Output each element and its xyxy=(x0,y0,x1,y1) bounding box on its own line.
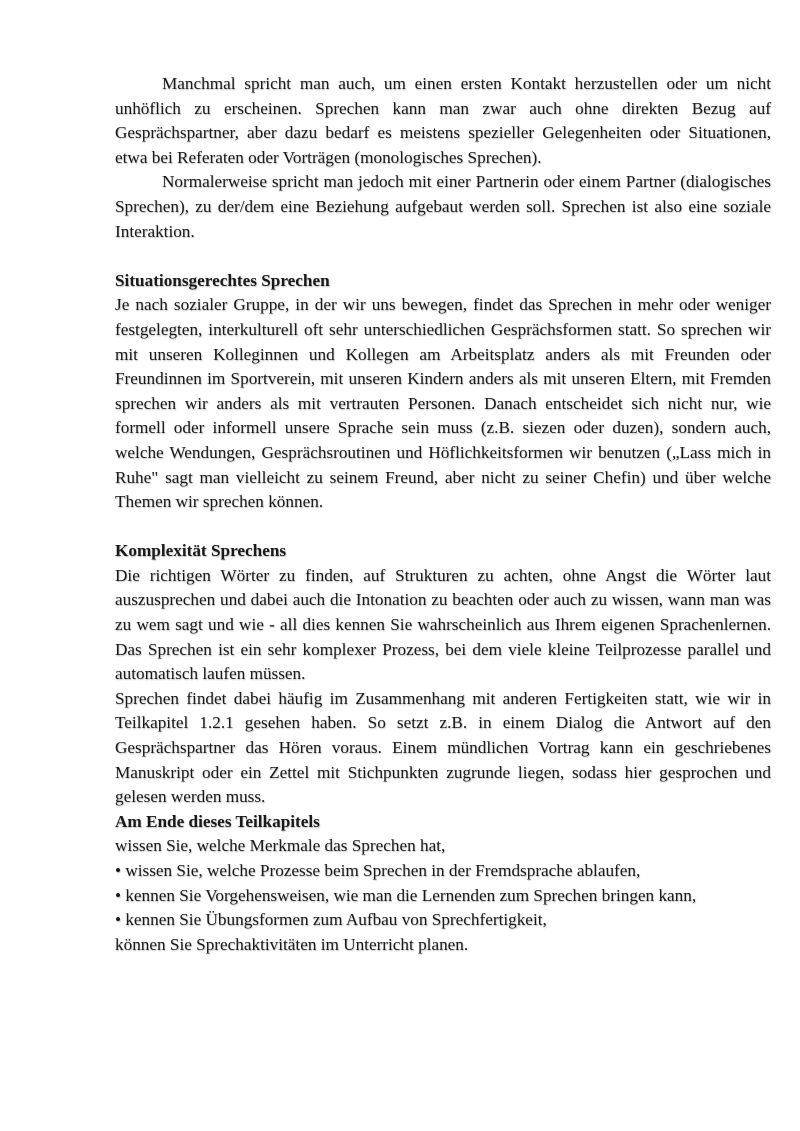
section-heading-komplexitaet-sprechens: Komplexität Sprechens xyxy=(115,541,287,561)
spacer xyxy=(115,515,771,540)
list-item: • wissen Sie, welche Prozesse beim Sprechen in der Fremdsprache ablaufen, xyxy=(115,861,641,880)
spacer xyxy=(115,244,771,269)
list-item: • kennen Sie Übungsformen zum Aufbau von Sprechfertigkeit, xyxy=(115,910,547,930)
document-page xyxy=(115,72,771,957)
section-paragraph-situationsgerechtes-sprechen: Je nach sozialer Gruppe, in der wir uns bewegen, findet das Sprechen in mehr oder weniger festgelegten, interkulturell oft sehr unterschiedlichen Gesprächsformen statt. So sprechen wir mit unseren Kolleginnen und Kollegen am Arbeitsplatz anders als mit Freunden oder Freundinnen im Sportverein, mit unseren Kindern anders als mit unseren Eltern, mit Fremden sprechen wir anders als mit vertrauten Personen. Danach entscheidet sich nicht nur, wie formell oder informell unsere Sprache sein muss (z.B. siezen oder duzen), sondern auch, welche Wendungen, Gesprächsroutinen und Höflichkeitsformen wir benutzen („Lass mich in Ruhe" sagt man vielleicht zu seinem Freund, aber nicht zu seiner Chefin) und über welche Themen wir sprechen können. xyxy=(115,295,771,512)
list-item: wissen Sie, welche Merkmale das Sprechen hat, xyxy=(115,836,446,856)
intro-paragraph-1: Manchmal spricht man auch, um einen ersten Kontakt herzustellen oder um nicht unhöflich zu erscheinen. Sprechen kann man zwar auch ohne direkten Bezug auf Gesprächspartner, aber dazu bedarf es meistens spezieller Gelegenheiten oder Situationen, etwa bei Referaten oder Vorträgen (monologisches Sprechen). xyxy=(115,74,771,167)
section-paragraph-komplexitaet-1: Die richtigen Wörter zu finden, auf Strukturen zu achten, ohne Angst die Wörter laut auszusprechen und dabei auch die Intonation zu beachten oder auch zu wissen, wann man was zu wem sagt und wie - all dies kennen Sie wahrscheinlich aus Ihrem eigenen Sprachenlernen. Das Sprechen ist ein sehr komplexer Prozess, bei dem viele kleine Teilprozesse parallel und automatisch laufen müssen. xyxy=(115,565,771,684)
section-heading-situationsgerechtes-sprechen: Situationsgerechtes Sprechen xyxy=(115,270,330,290)
intro-paragraph-2: Normalerweise spricht man jedoch mit einer Partnerin oder einem Partner (dialogisches Sprechen), zu der/dem eine Beziehung aufgebaut werden soll. Sprechen ist also eine soziale Interaktion. xyxy=(115,172,771,241)
list-item: • kennen Sie Vorgehensweisen, wie man die Lernenden zum Sprechen bringen kann, xyxy=(115,885,697,905)
list-item: können Sie Sprechaktivitäten im Unterricht planen. xyxy=(115,934,469,954)
section-heading-am-ende: Am Ende dieses Teilkapitels xyxy=(115,811,320,831)
section-paragraph-komplexitaet-2: Sprechen findet dabei häufig im Zusammenhang mit anderen Fertigkeiten statt, wie wir in Teilkapitel 1.2.1 gesehen haben. So setzt z.B. in einem Dialog die Antwort auf den Gesprächspartner das Hören voraus. Einem mündlichen Vortrag kann ein geschriebenes Manuskript oder ein Zettel mit Stichpunkten zugrunde liegen, sodass hier gesprochen und gelesen werden muss. xyxy=(115,688,771,807)
